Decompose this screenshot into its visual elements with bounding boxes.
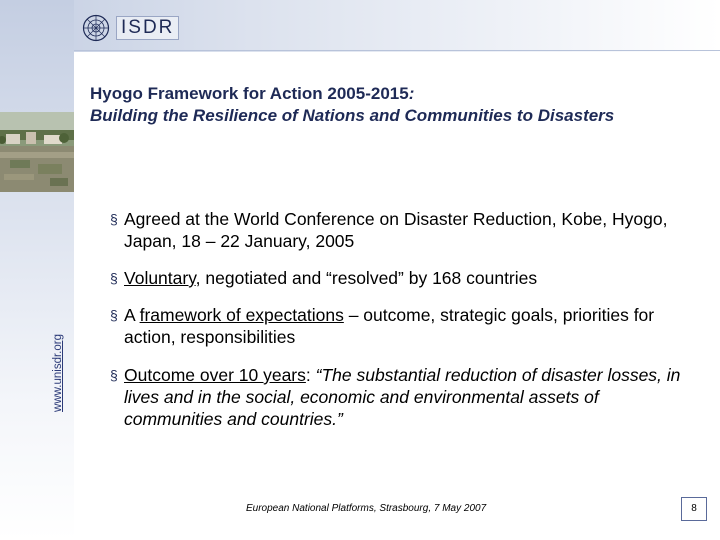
- header-rule: [74, 50, 720, 51]
- bullet-item: [110, 304, 700, 348]
- bullet-item: [110, 208, 700, 252]
- un-emblem-icon: [82, 14, 110, 42]
- flood-photo: [0, 112, 74, 192]
- title-colon: :: [408, 84, 415, 103]
- bullet-underlined: framework of expectations: [139, 305, 344, 325]
- footer-text: European National Platforms, Strasbourg, 7 May 2007: [246, 503, 487, 514]
- logo-text: ISDR: [116, 16, 179, 40]
- bullet-underlined: Voluntary: [124, 268, 196, 288]
- bullet-list: [110, 208, 700, 430]
- bullet-underlined: Outcome over 10 years: [124, 365, 306, 385]
- bullet-marker: §: [110, 367, 118, 383]
- bullet-quote: “The substantial reduction of disaster losses, in lives and in the social, economic and environmental assets of communities and countries.”: [124, 365, 681, 429]
- title-subtitle: Building the Resilience of Nations and Communities to Disasters: [90, 106, 615, 125]
- isdr-logo: [82, 12, 179, 44]
- bullet-text: , negotiated and “resolved” by 168 countries: [195, 268, 538, 288]
- bullet-colon: :: [305, 365, 316, 385]
- bullet-marker: §: [110, 270, 118, 286]
- title-line: [90, 83, 690, 105]
- bullet-marker: §: [110, 307, 118, 323]
- bullet-text: Agreed at the World Conference on Disaster Reduction, Kobe, Hyogo, Japan, 18 – 22 January, 2005: [124, 209, 668, 251]
- sidebar-url-link[interactable]: www.unisdr.org: [52, 334, 64, 412]
- bullet-text: – outcome, strategic goals, priorities for action, responsibilities: [124, 305, 655, 347]
- bullet-item: [110, 364, 700, 430]
- bullet-prefix: A: [124, 305, 140, 325]
- bullet-item: [110, 267, 700, 289]
- page-number: 8: [681, 497, 707, 521]
- title-main: Hyogo Framework for Action 2005-2015: [90, 84, 409, 103]
- bullet-marker: §: [110, 211, 118, 227]
- slide-title: [90, 83, 690, 127]
